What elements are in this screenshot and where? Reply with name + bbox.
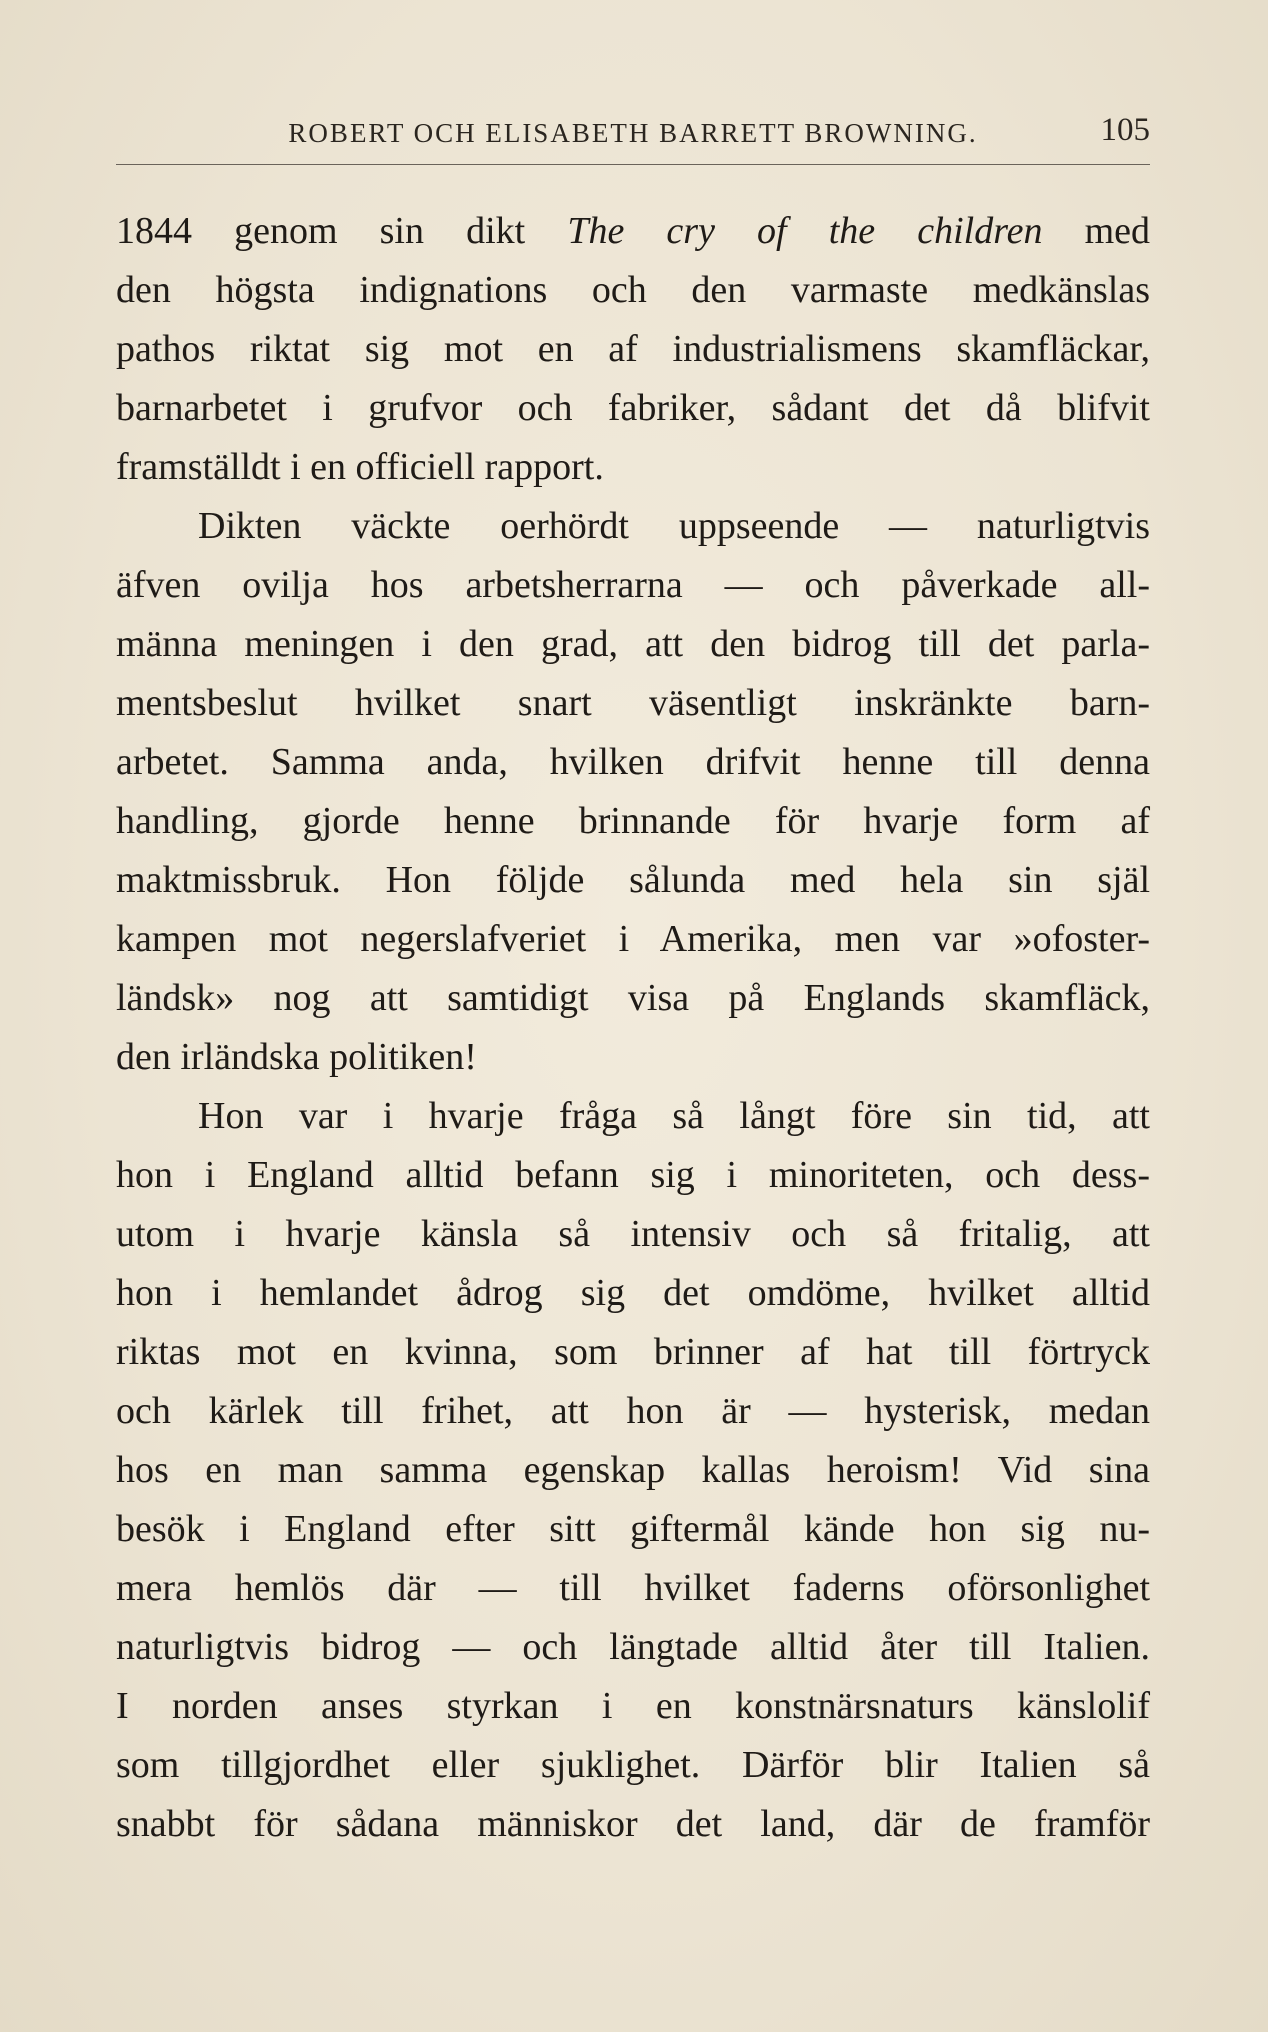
- text-line: naturligtvis bidrog — och längtade alltid åter till Italien.: [116, 1626, 1150, 1668]
- paragraph-start-line: Dikten väckte oerhördt uppseende — naturligtvis: [198, 505, 1150, 547]
- text-line: pathos riktat sig mot en af industrialismens skamfläckar,: [116, 328, 1150, 370]
- paragraph-start-line: Hon var i hvarje fråga så långt före sin tid, att: [198, 1095, 1150, 1137]
- text-line: äfven ovilja hos arbetsherrarna — och påverkade all-: [116, 564, 1150, 606]
- text-run: med: [1042, 210, 1150, 252]
- text-line: hon i hemlandet ådrog sig det omdöme, hvilket alltid: [116, 1272, 1150, 1314]
- text-line: utom i hvarje känsla så intensiv och så fritalig, att: [116, 1213, 1150, 1255]
- text-line: som tillgjordhet eller sjuklighet. Därför blir Italien så: [116, 1744, 1150, 1786]
- text-line: den irländska politiken!: [116, 1036, 477, 1078]
- text-line: och kärlek till frihet, att hon är — hysterisk, medan: [116, 1390, 1150, 1432]
- running-header: [116, 112, 1150, 165]
- text-line: kampen mot negerslafveriet i Amerika, men var »ofoster-: [116, 918, 1150, 960]
- text-line: I norden anses styrkan i en konstnärsnaturs känslolif: [116, 1685, 1150, 1727]
- text-line: riktas mot en kvinna, som brinner af hat till förtryck: [116, 1331, 1150, 1373]
- text-line: den högsta indignations och den varmaste medkänslas: [116, 269, 1150, 311]
- text-line: maktmissbruk. Hon följde sålunda med hela sin själ: [116, 859, 1150, 901]
- text-line: handling, gjorde henne brinnande för hvarje form af: [116, 800, 1150, 842]
- text-line: [116, 202, 1150, 261]
- text-line: framställdt i en officiell rapport.: [116, 446, 604, 488]
- text-line: mentsbeslut hvilket snart väsentligt inskränkte barn-: [116, 682, 1150, 724]
- text-line: mera hemlös där — till hvilket faderns oförsonlighet: [116, 1567, 1150, 1609]
- text-line: snabbt för sådana människor det land, där de framför: [116, 1803, 1150, 1845]
- text-line: besök i England efter sitt giftermål kände hon sig nu-: [116, 1508, 1150, 1550]
- body-text: [116, 202, 1150, 1854]
- page-number: 105: [1100, 112, 1150, 148]
- text-line: hon i England alltid befann sig i minoriteten, och dess-: [116, 1154, 1150, 1196]
- poem-title: The cry of the children: [567, 210, 1043, 252]
- text-line: arbetet. Samma anda, hvilken drifvit henne till denna: [116, 741, 1150, 783]
- running-title: ROBERT OCH ELISABETH BARRETT BROWNING.: [288, 118, 978, 148]
- text-line: barnarbetet i grufvor och fabriker, sådant det då blifvit: [116, 387, 1150, 429]
- text-line: hos en man samma egenskap kallas heroism! Vid sina: [116, 1449, 1150, 1491]
- text-line: ländsk» nog att samtidigt visa på Englands skamfläck,: [116, 977, 1150, 1019]
- text-run: 1844 genom sin dikt: [116, 210, 568, 252]
- text-line: männa meningen i den grad, att den bidrog till det parla-: [116, 623, 1150, 665]
